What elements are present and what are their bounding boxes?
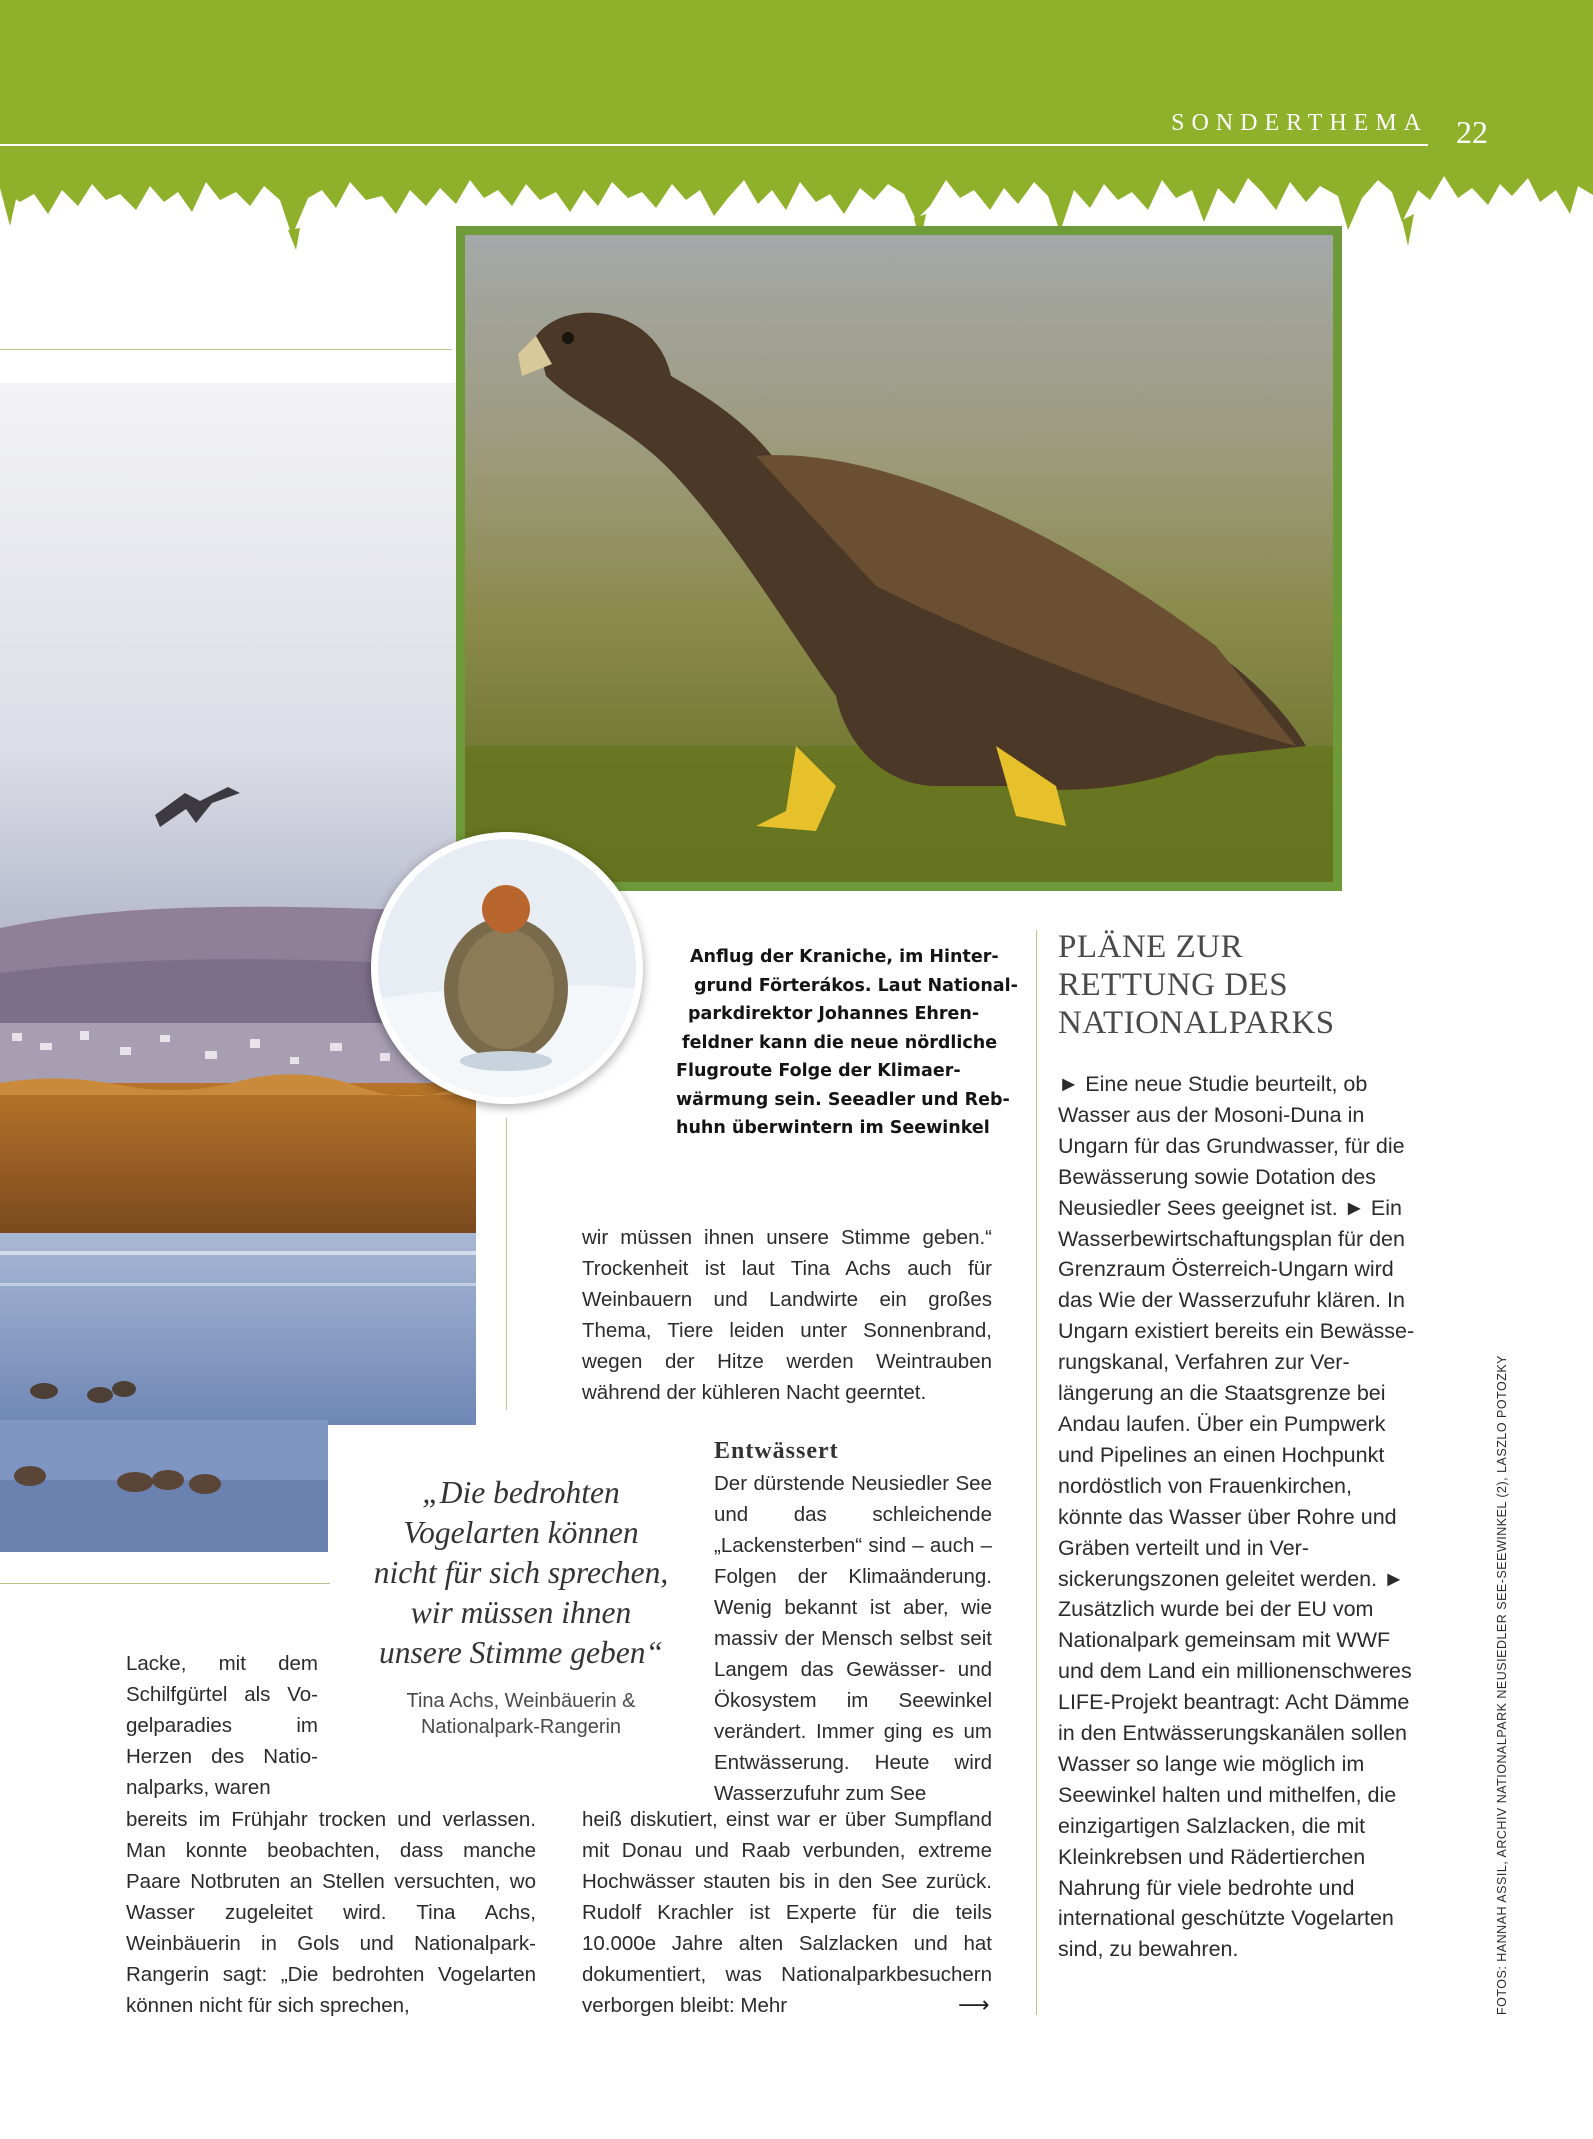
caption-line: huhn überwintern im Seewinkel xyxy=(676,1118,990,1138)
attribution-line: Tina Achs, Weinbäuerin & xyxy=(406,1690,636,1712)
caption-line: grund Förterákos. Laut National- xyxy=(694,975,1018,996)
article-subheading: Entwässert xyxy=(714,1438,839,1464)
sidebar-divider xyxy=(1036,930,1037,2015)
section-label: SONDERTHEMA xyxy=(1171,110,1428,136)
pull-quote-line: Vogelarten können xyxy=(403,1515,639,1550)
continue-arrow-icon: ⟶ xyxy=(958,1993,990,2018)
page-number: 22 xyxy=(1456,114,1488,150)
pull-quote-line: nicht für sich sprechen, xyxy=(373,1555,669,1590)
layout-rule-bottom xyxy=(0,1583,330,1584)
header-rule xyxy=(0,144,1428,146)
photo-credit: FOTOS: HANNAH ASSIL, ARCHIV NATIONALPARK NEUSIEDLER SEE-SEEWINKEL (2), LASZLO POTOZKY xyxy=(1495,1354,1509,2015)
article-text-section: Der dürstende Neusiedler See und das schleichende „Lackensterben“ sind – auch – Folgen der Klimaänderung. Wenig bekannt ist aber, wie massiv der Mensch selbst seit Langem das Gewässer- und Ökosystem im Seewinkel verändert. Immer ging es um Entwässerung. Heute wird Wasserzufuhr zum See xyxy=(714,1472,992,1805)
article-text-middle-top: wir müssen ihnen unsere Stimme geben.“ Trockenheit ist laut Tina Achs auch für Weinbauern und Landwirte ein großes Thema, Tiere leiden unter Sonnenbrand, wegen der Hitze werden Weintrauben während der kühleren Nacht geerntet. xyxy=(582,1226,992,1404)
pull-quote-attribution xyxy=(356,1688,686,1740)
sidebar-heading xyxy=(1058,928,1378,1042)
caption-line: Anflug der Kraniche, im Hinter- xyxy=(690,947,999,967)
layout-rule-top xyxy=(0,349,452,350)
caption-line: Flugroute Folge der Klimaer- xyxy=(676,1061,961,1081)
sidebar-heading-line: NATIONALPARKS xyxy=(1058,1005,1335,1041)
pull-quote-line: unsere Stimme geben“ xyxy=(378,1635,664,1670)
caption-line: wärmung sein. Seeadler und Reb- xyxy=(676,1089,1010,1110)
article-text-left-short: Lacke, mit dem Schilfgürtel als Vogelparadies im Herzen des Nationalparks, waren xyxy=(126,1652,318,1799)
pull-quote-line: „Die bedrohten xyxy=(422,1475,620,1510)
sidebar-text: ► Eine neue Studie beurteilt, ob Wasser aus der Mosoni-Duna in Ungarn für das Grundwasser, für die Bewässerung sowie Dotation des Neusiedler Sees geeignet ist. ► Ein Wasserbewirtschaftungsplan für den Grenzraum Österreich-Ungarn wird das Wie der Wasserzufuhr klären. In Ungarn existiert bereits ein Bewässerungskanal, Verfahren zur Verlängerung an die Staatsgrenze bei Andau laufen. Über ein Pumpwerk und Pipelines an einen Hochpunkt nordöstlich von Frauenkirchen, könnte das Wasser über Rohre und Gräben verteilt und in Versickerungszonen geleitet werden. ► Zusätzlich wurde bei der EU vom Nationalpark gemeinsam mit WWF und dem Land ein millionenschweres LIFE-Projekt beantragt: Acht Dämme in den Entwässerungskanälen sollen Wasser so lange wie möglich im Seewinkel halten und mithelfen, die einzigartigen Salzlacken, die mit Kleinkrebsen und Rädertierchen Nahrung für viele bedrohte und international geschützte Vogelarten sind, zu bewahren. xyxy=(1058,1072,1415,1962)
article-text-middle-bottom: heiß diskutiert, einst war er über Sumpfland mit Donau und Raab verbunden, extreme Hochwässer stauten bis in den See zurück. Rudolf Krachler ist Experte für die teils 10.000e Jahre alten Salzlacken und hat dokumentiert, was Nationalparkbesuchern verborgen bleibt: Mehr xyxy=(582,1808,992,2017)
eagle-photo xyxy=(456,226,1342,891)
pull-quote-line: wir müssen ihnen xyxy=(410,1595,632,1630)
sidebar-heading-line: PLÄNE ZUR xyxy=(1058,929,1244,965)
sidebar-heading-line: RETTUNG DES xyxy=(1058,967,1289,1003)
attribution-line: Nationalpark-Rangerin xyxy=(420,1716,622,1738)
layout-rule-middle xyxy=(506,1118,507,1410)
article-text-left: bereits im Frühjahr trocken und verlassen. Man konnte beobachten, dass manche Paare Notbruten an Stellen versuchten, wo Wasser zugeleitet wird. Tina Achs, Weinbäuerin in Gols und Nationalpark-Rangerin sagt: „Die bedrohten Vogelarten können nicht für sich sprechen, xyxy=(126,1808,536,2017)
caption-line: feldner kann die neue nördliche xyxy=(682,1032,998,1053)
partridge-photo xyxy=(371,832,643,1104)
caption-line: parkdirektor Johannes Ehren- xyxy=(688,1004,980,1024)
photo-caption xyxy=(676,943,1018,1143)
geese-photo xyxy=(0,1420,328,1552)
pull-quote xyxy=(356,1473,686,1673)
partridge-illustration xyxy=(378,839,636,1097)
article-section-entwaessert xyxy=(714,1436,992,1809)
